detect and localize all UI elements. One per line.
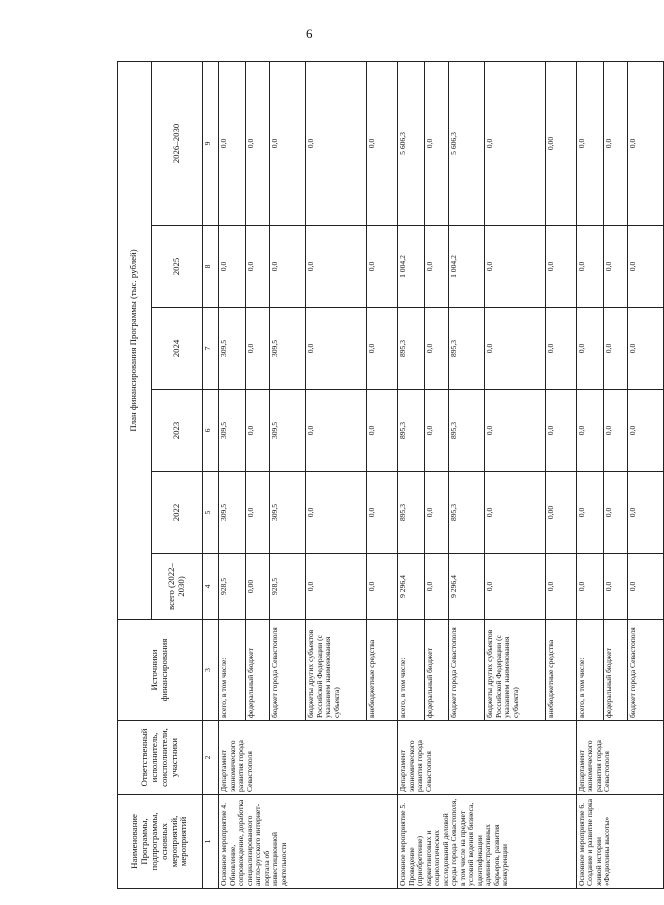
funding-value: 5 606,3 bbox=[448, 61, 484, 225]
header-name: Наименование Программы, подпрограммы, основных мероприятий, мероприятий bbox=[118, 795, 203, 889]
funding-value: 0,0 bbox=[424, 61, 448, 225]
funding-value: 0,00 bbox=[545, 472, 576, 554]
header-year: 2026–2030 bbox=[151, 61, 202, 225]
index-cell: 5 bbox=[202, 472, 219, 554]
funding-value: 0,00 bbox=[246, 554, 270, 620]
funding-value: 0,0 bbox=[485, 226, 545, 308]
funding-value: 0,0 bbox=[366, 61, 397, 225]
funding-value: 928,5 bbox=[219, 554, 246, 620]
funding-source: бюджеты других субъектов Российской Федерации (с указанием наименования субъекта) bbox=[306, 620, 366, 721]
rotated-table-area bbox=[117, 62, 664, 889]
funding-value: 309,5 bbox=[270, 390, 306, 472]
funding-value: 0,00 bbox=[545, 61, 576, 225]
funding-value: 0,0 bbox=[270, 226, 306, 308]
funding-value: 0,0 bbox=[627, 226, 663, 308]
table-row bbox=[576, 61, 603, 888]
funding-value: 0,0 bbox=[603, 472, 627, 554]
funding-value: 5 606,3 bbox=[398, 61, 425, 225]
funding-value: 0,0 bbox=[627, 61, 663, 225]
funding-value: 0,0 bbox=[306, 61, 366, 225]
funding-value: 928,5 bbox=[270, 554, 306, 620]
funding-value: 0,0 bbox=[627, 390, 663, 472]
funding-value: 0,0 bbox=[366, 390, 397, 472]
index-cell: 6 bbox=[202, 390, 219, 472]
funding-value: 0,0 bbox=[424, 308, 448, 390]
responsible-executor: Департамент экономического развития города Севастополя bbox=[576, 721, 663, 795]
financing-table bbox=[117, 61, 664, 889]
funding-value: 895,3 bbox=[398, 308, 425, 390]
funding-value: 0,0 bbox=[424, 554, 448, 620]
index-cell: 3 bbox=[202, 620, 219, 721]
funding-value: 895,3 bbox=[398, 472, 425, 554]
funding-value: 0,0 bbox=[246, 226, 270, 308]
funding-value: 0,0 bbox=[576, 554, 603, 620]
header-total: всего (2022–2030) bbox=[151, 554, 202, 620]
funding-value: 0,0 bbox=[627, 554, 663, 620]
funding-value: 0,0 bbox=[246, 308, 270, 390]
funding-value: 309,5 bbox=[270, 308, 306, 390]
funding-source: федеральный бюджет bbox=[603, 620, 627, 721]
funding-value: 0,0 bbox=[603, 554, 627, 620]
funding-value: 895,3 bbox=[398, 390, 425, 472]
funding-value: 0,0 bbox=[306, 554, 366, 620]
table-row bbox=[219, 61, 246, 888]
funding-value: 0,0 bbox=[366, 472, 397, 554]
funding-value: 0,0 bbox=[219, 226, 246, 308]
funding-source: бюджеты других субъектов Российской Федерации (с указанием наименования субъекта) bbox=[485, 620, 545, 721]
funding-value: 0,0 bbox=[576, 390, 603, 472]
funding-value: 0,0 bbox=[424, 226, 448, 308]
table-row bbox=[398, 61, 425, 888]
funding-value: 0,0 bbox=[485, 472, 545, 554]
funding-value: 0,0 bbox=[366, 226, 397, 308]
funding-value: 1 004,2 bbox=[398, 226, 425, 308]
index-cell: 1 bbox=[202, 795, 219, 889]
funding-value: 0,0 bbox=[603, 226, 627, 308]
funding-value: 0,0 bbox=[306, 308, 366, 390]
header-source: Источники финансирования bbox=[118, 620, 203, 721]
funding-value: 309,5 bbox=[270, 472, 306, 554]
funding-value: 0,0 bbox=[306, 226, 366, 308]
index-cell: 8 bbox=[202, 226, 219, 308]
funding-value: 0,0 bbox=[545, 390, 576, 472]
funding-source: бюджет города Севастополя bbox=[270, 620, 306, 721]
header-year: 2023 bbox=[151, 390, 202, 472]
funding-value: 0,0 bbox=[366, 308, 397, 390]
funding-value: 0,0 bbox=[627, 308, 663, 390]
funding-source: всего, в том числе: bbox=[219, 620, 246, 721]
funding-value: 9 296,4 bbox=[448, 554, 484, 620]
index-cell: 7 bbox=[202, 308, 219, 390]
funding-value: 0,0 bbox=[576, 308, 603, 390]
funding-value: 0,0 bbox=[603, 308, 627, 390]
header-responsible: Ответственный исполнитель, соисполнители, участники bbox=[118, 721, 203, 795]
header-plan-title: План финансирования Программы (тыс. рублей) bbox=[118, 61, 152, 619]
activity-name: Основное мероприятие 4. Обновление, сопровождение, доработка специализированного англо-русского интернет-портала об инвестиционной деятельности bbox=[219, 795, 398, 889]
funding-value: 0,0 bbox=[306, 390, 366, 472]
funding-value: 0,0 bbox=[246, 472, 270, 554]
funding-value: 0,0 bbox=[576, 226, 603, 308]
funding-value: 0,0 bbox=[603, 61, 627, 225]
funding-value: 309,5 bbox=[219, 390, 246, 472]
funding-value: 0,0 bbox=[545, 554, 576, 620]
funding-source: федеральный бюджет bbox=[424, 620, 448, 721]
funding-value: 0,0 bbox=[270, 61, 306, 225]
funding-value: 0,0 bbox=[545, 308, 576, 390]
funding-source: федеральный бюджет bbox=[246, 620, 270, 721]
funding-value: 0,0 bbox=[485, 61, 545, 225]
funding-source: бюджет города Севастополя bbox=[627, 620, 663, 721]
index-cell: 9 bbox=[202, 61, 219, 225]
funding-value: 309,5 bbox=[219, 308, 246, 390]
header-year: 2022 bbox=[151, 472, 202, 554]
funding-value: 0,0 bbox=[576, 61, 603, 225]
page-number: 6 bbox=[306, 26, 313, 41]
funding-value: 0,0 bbox=[545, 226, 576, 308]
funding-value: 309,5 bbox=[219, 472, 246, 554]
index-row bbox=[202, 61, 219, 888]
funding-source: бюджет города Севастополя bbox=[448, 620, 484, 721]
funding-source: всего, в том числе: bbox=[398, 620, 425, 721]
funding-value: 0,0 bbox=[366, 554, 397, 620]
funding-value: 895,3 bbox=[448, 308, 484, 390]
responsible-executor: Департамент экономического развития города Севастополя bbox=[398, 721, 577, 795]
funding-value: 895,3 bbox=[448, 472, 484, 554]
funding-value: 0,0 bbox=[246, 61, 270, 225]
header-year: 2024 bbox=[151, 308, 202, 390]
funding-value: 0,0 bbox=[424, 390, 448, 472]
funding-value: 0,0 bbox=[219, 61, 246, 225]
funding-value: 895,3 bbox=[448, 390, 484, 472]
funding-source: внебюджетные средства bbox=[366, 620, 397, 721]
funding-source: внебюджетные средства bbox=[545, 620, 576, 721]
funding-value: 0,0 bbox=[306, 472, 366, 554]
funding-value: 0,0 bbox=[246, 390, 270, 472]
funding-value: 0,0 bbox=[576, 472, 603, 554]
index-cell: 2 bbox=[202, 721, 219, 795]
funding-value: 9 296,4 bbox=[398, 554, 425, 620]
header-year: 2025 bbox=[151, 226, 202, 308]
activity-name: Основное мероприятие 5. Проведение (приобретение) маркетинговых и социологических исследований деловой среды города Севастополя, в том числе на предмет условий ведения бизнеса, идентификации административных барьеров, развития конкуренции bbox=[398, 795, 577, 889]
funding-value: 0,0 bbox=[485, 554, 545, 620]
funding-value: 0,0 bbox=[603, 390, 627, 472]
funding-source: всего, в том числе: bbox=[576, 620, 603, 721]
activity-name: Основное мероприятие 6. Создание и развитие парка живой истории «Федюхины высоты» bbox=[576, 795, 663, 889]
funding-value: 0,0 bbox=[485, 308, 545, 390]
funding-value: 0,0 bbox=[424, 472, 448, 554]
funding-value: 0,0 bbox=[627, 472, 663, 554]
funding-value: 0,0 bbox=[485, 390, 545, 472]
index-cell: 4 bbox=[202, 554, 219, 620]
header-row-1 bbox=[118, 61, 152, 888]
responsible-executor: Департамент экономического развития города Севастополя bbox=[219, 721, 398, 795]
funding-value: 1 004,2 bbox=[448, 226, 484, 308]
